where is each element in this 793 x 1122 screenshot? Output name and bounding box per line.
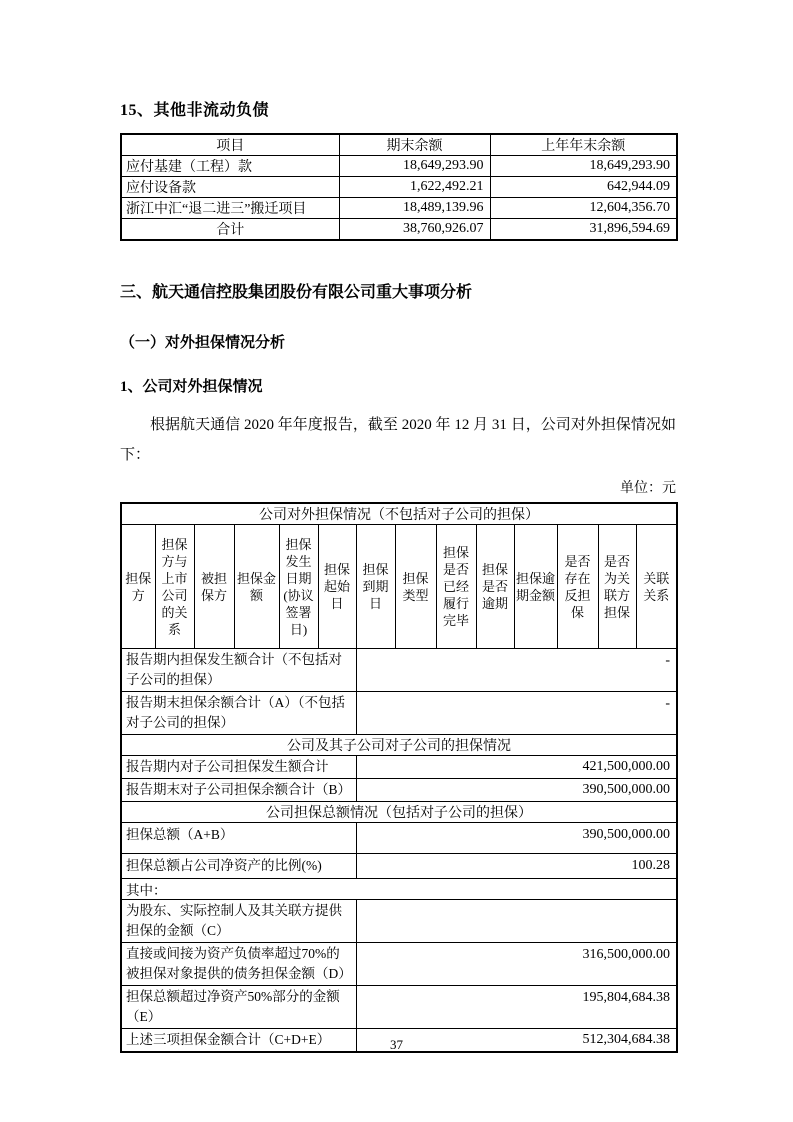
col-header-guarantee-amount: 担保金额 bbox=[234, 525, 279, 649]
row-value: 100.28 bbox=[356, 854, 677, 879]
guarantee-section-row bbox=[121, 802, 677, 823]
col-header-start-date: 担保起始日 bbox=[318, 525, 356, 649]
section-header-total-guarantees: 公司担保总额情况（包括对子公司的担保） bbox=[121, 802, 677, 823]
guarantee-section-row bbox=[121, 735, 677, 756]
row-prior-year-balance: 18,649,293.90 bbox=[490, 156, 677, 177]
row-label: 报告期末担保余额合计（A）（不包括对子公司的担保） bbox=[121, 692, 356, 735]
col-header-occurrence-date: 担保发生日期(协议签署日) bbox=[279, 525, 318, 649]
row-label: 担保总额占公司净资产的比例(%) bbox=[121, 854, 356, 879]
row-item-label: 应付设备款 bbox=[121, 177, 339, 198]
row-ending-balance: 18,489,139.96 bbox=[339, 198, 490, 219]
row-value: 195,804,684.38 bbox=[356, 986, 677, 1029]
col-header-overdue: 担保是否逾期 bbox=[476, 525, 514, 649]
row-label: 担保总额超过净资产50%部分的金额（E） bbox=[121, 986, 356, 1029]
row-ending-balance: 1,622,492.21 bbox=[339, 177, 490, 198]
row-value bbox=[356, 900, 677, 943]
table-total-row bbox=[121, 219, 677, 241]
row-value: - bbox=[356, 692, 677, 735]
row-ending-balance: 18,649,293.90 bbox=[339, 156, 490, 177]
unit-label: 单位：元 bbox=[620, 481, 676, 496]
row-prior-year-balance: 12,604,356.70 bbox=[490, 198, 677, 219]
row-item-label: 浙江中汇“退二进三”搬迁项目 bbox=[121, 198, 339, 219]
guarantee-row bbox=[121, 692, 677, 735]
guarantee-table-header-row bbox=[121, 525, 677, 649]
col-header-guarantor: 担保方 bbox=[121, 525, 155, 649]
page-number: 37 bbox=[390, 1037, 403, 1052]
col-header-overdue-amount: 担保逾期金额 bbox=[514, 525, 557, 649]
col-header-fulfilled: 担保是否已经履行完毕 bbox=[436, 525, 476, 649]
total-prior-year-balance: 31,896,594.69 bbox=[490, 219, 677, 241]
row-value: 421,500,000.00 bbox=[356, 756, 677, 779]
guarantee-row bbox=[121, 900, 677, 943]
subheading-external-guarantee-analysis: （一）对外担保情况分析 bbox=[120, 335, 286, 351]
table-row bbox=[121, 177, 677, 198]
guarantee-row bbox=[121, 779, 677, 802]
guarantee-row bbox=[121, 943, 677, 986]
row-value: - bbox=[356, 649, 677, 692]
guarantee-row bbox=[121, 854, 677, 879]
guarantee-row bbox=[121, 756, 677, 779]
row-label: 直接或间接为资产负债率超过70%的被担保对象提供的债务担保金额（D） bbox=[121, 943, 356, 986]
subheading-company-external-guarantee: 1、公司对外担保情况 bbox=[120, 379, 263, 395]
guarantee-row bbox=[121, 823, 677, 854]
row-value: 390,500,000.00 bbox=[356, 823, 677, 854]
col-header-guaranteed-party: 被担保方 bbox=[194, 525, 234, 649]
col-header-relation-to-listed-company: 担保方与上市公司的关系 bbox=[155, 525, 194, 649]
guarantee-table-title: 公司对外担保情况（不包括对子公司的担保） bbox=[121, 503, 677, 525]
row-label: 报告期内担保发生额合计（不包括对子公司的担保） bbox=[121, 649, 356, 692]
row-prior-year-balance: 642,944.09 bbox=[490, 177, 677, 198]
row-label: 上述三项担保金额合计（C+D+E） bbox=[121, 1029, 356, 1053]
subsection-label-including: 其中： bbox=[121, 879, 677, 900]
col-header-prior-year-balance: 上年年末余额 bbox=[490, 134, 677, 156]
guarantee-row bbox=[121, 649, 677, 692]
col-header-counter-guarantee: 是否存在反担保 bbox=[557, 525, 598, 649]
guarantee-subsection-row bbox=[121, 879, 677, 900]
row-value: 390,500,000.00 bbox=[356, 779, 677, 802]
section-header-subsidiary-guarantees: 公司及其子公司对子公司的担保情况 bbox=[121, 735, 677, 756]
guarantee-row bbox=[121, 986, 677, 1029]
col-header-related-party-guarantee: 是否为关联方担保 bbox=[598, 525, 636, 649]
intro-paragraph: 根据航天通信 2020 年年度报告，截至 2020 年 12 月 31 日，公司对外担保情况如下： bbox=[120, 417, 676, 463]
row-value: 316,500,000.00 bbox=[356, 943, 677, 986]
total-ending-balance: 38,760,926.07 bbox=[339, 219, 490, 241]
col-header-guarantee-type: 担保类型 bbox=[395, 525, 436, 649]
col-header-maturity-date: 担保到期日 bbox=[356, 525, 395, 649]
row-label: 报告期末对子公司担保余额合计（B） bbox=[121, 779, 356, 802]
col-header-ending-balance: 期末余额 bbox=[339, 134, 490, 156]
row-label: 报告期内对子公司担保发生额合计 bbox=[121, 756, 356, 779]
row-value: 512,304,684.38 bbox=[356, 1029, 677, 1053]
total-row-label: 合计 bbox=[121, 219, 339, 241]
row-label: 为股东、实际控制人及其关联方提供担保的金额（C） bbox=[121, 900, 356, 943]
col-header-related-relationship: 关联关系 bbox=[636, 525, 677, 649]
row-item-label: 应付基建（工程）款 bbox=[121, 156, 339, 177]
table-header-row bbox=[121, 134, 677, 156]
guarantee-table bbox=[120, 502, 678, 1053]
guarantee-table-title-row bbox=[121, 503, 677, 525]
other-noncurrent-liabilities-table bbox=[120, 133, 678, 241]
table-row bbox=[121, 156, 677, 177]
table-row bbox=[121, 198, 677, 219]
row-label: 担保总额（A+B） bbox=[121, 823, 356, 854]
heading-other-noncurrent-liabilities: 15、其他非流动负债 bbox=[120, 102, 270, 119]
heading-major-matters-analysis: 三、航天通信控股集团股份有限公司重大事项分析 bbox=[120, 284, 473, 301]
col-header-item: 项目 bbox=[121, 134, 339, 156]
